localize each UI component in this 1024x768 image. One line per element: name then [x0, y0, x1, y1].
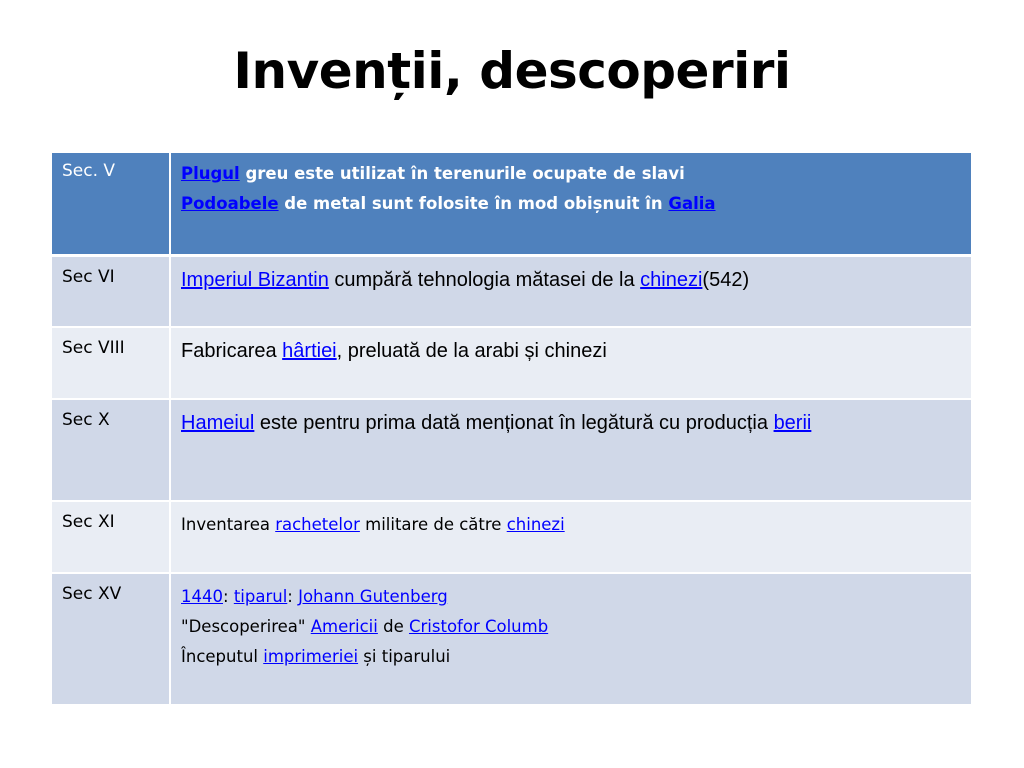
link-chinezi[interactable]: chinezi: [506, 515, 565, 534]
description-text: Începutul: [181, 647, 264, 666]
link-berii[interactable]: berii: [773, 412, 812, 434]
description-line: [181, 189, 961, 219]
period-cell: Sec VI: [52, 255, 170, 327]
description-text: :: [287, 587, 299, 606]
link-tiparul[interactable]: tiparul: [233, 587, 288, 606]
description-cell: [170, 399, 972, 501]
description-cell: [170, 153, 972, 255]
description-text: "Descoperirea": [181, 617, 311, 636]
table-row: [52, 501, 972, 573]
table-row: [52, 573, 972, 705]
link-galia[interactable]: Galia: [668, 194, 716, 213]
period-cell: Sec X: [52, 399, 170, 501]
description-line: [181, 612, 961, 642]
description-text: și tiparului: [358, 647, 451, 666]
link-plugul[interactable]: Plugul: [181, 164, 240, 183]
period-cell: Sec XV: [52, 573, 170, 705]
period-cell: Sec. V: [52, 153, 170, 255]
description-cell: [170, 501, 972, 573]
description-text: (542): [702, 268, 750, 291]
table-row: [52, 327, 972, 399]
link-americii[interactable]: Americii: [310, 617, 378, 636]
description-cell: [170, 255, 972, 327]
period-cell: Sec VIII: [52, 327, 170, 399]
link-1440[interactable]: 1440: [181, 587, 223, 606]
description-text: este pentru prima dată menționat în legătură cu producția: [254, 412, 774, 434]
link-podoabele[interactable]: Podoabele: [181, 194, 279, 213]
description-text: , preluată de la arabi și chinezi: [336, 340, 607, 362]
description-text: :: [223, 587, 234, 606]
description-line: [181, 159, 961, 189]
description-text: de: [377, 617, 409, 636]
description-text: greu este utilizat în terenurile ocupate de slavi: [239, 164, 685, 183]
description-text: militare de către: [359, 515, 507, 534]
link-imprimeriei[interactable]: imprimeriei: [263, 647, 359, 666]
link-hartiei[interactable]: hârtiei: [282, 340, 337, 362]
description-cell: [170, 573, 972, 705]
link-rachetelor[interactable]: rachetelor: [275, 515, 360, 534]
link-imperiul-bizantin[interactable]: Imperiul Bizantin: [181, 268, 329, 291]
period-cell: Sec XI: [52, 501, 170, 573]
description-line: [181, 582, 961, 612]
description-text: Fabricarea: [181, 340, 283, 362]
description-text: cumpără tehnologia mătasei de la: [328, 268, 641, 291]
table-row: [52, 153, 972, 255]
inventions-table: [52, 153, 973, 706]
table-row: [52, 399, 972, 501]
link-hameiul[interactable]: Hameiul: [181, 412, 255, 434]
link-cristofor-columb[interactable]: Cristofor Columb: [408, 617, 549, 636]
description-text: Inventarea: [181, 515, 276, 534]
table-row: [52, 255, 972, 327]
description-cell: [170, 327, 972, 399]
description-text: de metal sunt folosite în mod obișnuit în: [278, 194, 669, 213]
link-johann-gutenberg[interactable]: Johann Gutenberg: [298, 587, 448, 606]
slide-title: Invenții, descoperiri: [233, 42, 791, 100]
description-line: [181, 642, 961, 672]
link-chinezi[interactable]: chinezi: [640, 268, 703, 291]
